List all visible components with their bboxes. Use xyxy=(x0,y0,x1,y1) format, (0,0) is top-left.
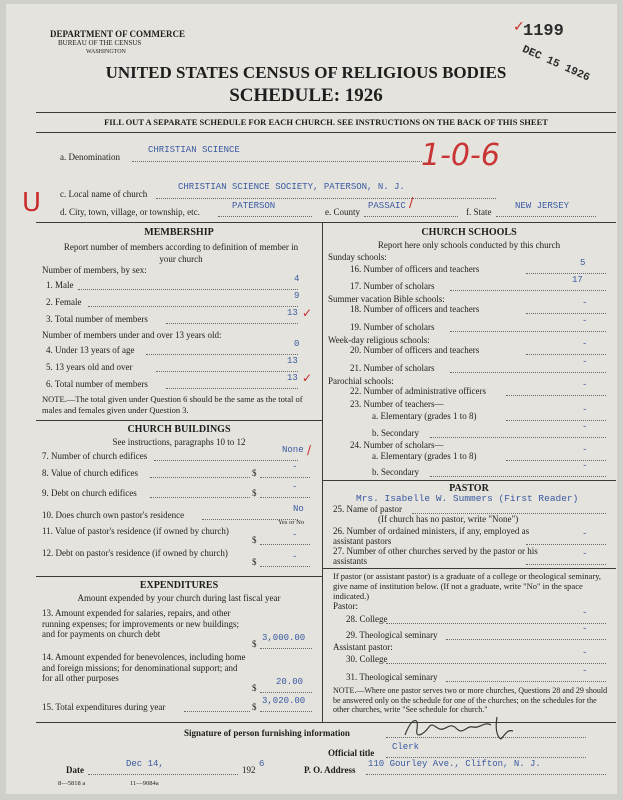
age-intro: Number of members under and over 13 years old: xyxy=(42,330,222,340)
q23a-value[interactable]: - xyxy=(582,405,588,415)
red-tick: / xyxy=(409,196,414,211)
dollar-sign: $ xyxy=(252,557,257,567)
state-label: f. State xyxy=(466,207,492,217)
fill-line xyxy=(132,161,422,162)
dollar-sign: $ xyxy=(252,535,257,545)
fill-line xyxy=(156,198,496,199)
q31-value[interactable]: - xyxy=(582,666,588,676)
q26-label: 26. Number of ordained ministers, if any, employed as assistant pastors xyxy=(333,526,530,546)
q10-hint: Yes or No xyxy=(278,519,305,526)
q7-value[interactable]: None xyxy=(282,445,304,455)
form-number: 8—5818 a xyxy=(58,780,86,787)
q2-label: 2. Female xyxy=(46,297,82,307)
q25-hint: (If church has no pastor, write "None") xyxy=(378,514,519,524)
schools-intro: Report here only schools conducted by this church xyxy=(377,240,561,250)
q27-label: 27. Number of other churches served by the pastor or his assistants xyxy=(333,546,538,566)
membership-intro: Report number of members according to definition of member in your church xyxy=(63,242,299,264)
official-title-label: Official title xyxy=(328,748,375,758)
q12-value[interactable]: - xyxy=(292,552,298,562)
q11-value[interactable]: - xyxy=(292,530,298,540)
local-name-label: c. Local name of church xyxy=(60,189,148,199)
received-date-stamp: DEC 15 1926 xyxy=(520,44,592,85)
fill-line xyxy=(386,623,606,624)
fill-line xyxy=(150,497,250,498)
form-title: UNITED STATES CENSUS OF RELIGIOUS BODIES xyxy=(105,63,507,82)
rule xyxy=(36,132,616,133)
fill-line xyxy=(146,354,298,355)
rule xyxy=(36,222,616,223)
q24a-value[interactable]: - xyxy=(582,445,588,455)
q15-value[interactable]: 3,020.00 xyxy=(262,696,306,706)
summer-label: Summer vacation Bible schools: xyxy=(328,294,445,304)
q24-label: 24. Number of scholars— xyxy=(350,440,444,450)
rule xyxy=(36,420,322,421)
fill-line xyxy=(506,420,606,421)
buildings-heading: CHURCH BUILDINGS xyxy=(127,424,231,435)
q1-label: 1. Male xyxy=(46,280,74,290)
q1-value[interactable]: 4 xyxy=(294,274,300,284)
q23b-label: b. Secondary xyxy=(372,428,419,438)
fill-line xyxy=(446,681,606,682)
q2-value[interactable]: 9 xyxy=(294,291,300,301)
q18-value[interactable]: - xyxy=(582,298,588,308)
denomination-value[interactable]: CHRISTIAN SCIENCE xyxy=(148,145,240,155)
fill-line xyxy=(526,354,606,355)
rule xyxy=(322,480,616,481)
fill-line xyxy=(386,663,606,664)
q20-label: 20. Number of officers and teachers xyxy=(350,345,480,355)
denomination-label: a. Denomination xyxy=(60,152,120,162)
q3-label: 3. Total number of members xyxy=(46,314,148,324)
rule xyxy=(36,576,322,577)
fill-line xyxy=(260,566,310,567)
fill-line xyxy=(506,460,606,461)
q26-value[interactable]: - xyxy=(582,529,588,539)
q13-value[interactable]: 3,000.00 xyxy=(262,633,306,643)
q24a-label: a. Elementary (grades 1 to 8) xyxy=(372,451,477,461)
q8-value[interactable]: - xyxy=(292,462,298,472)
fill-line xyxy=(386,757,586,758)
fill-line xyxy=(166,323,298,324)
department-name: DEPARTMENT OF COMMERCE xyxy=(50,29,186,39)
fill-line xyxy=(88,774,238,775)
local-name-value[interactable]: CHRISTIAN SCIENCE SOCIETY, PATERSON, N. J. xyxy=(178,182,405,192)
fill-line xyxy=(526,313,606,314)
q5-label: 5. 13 years old and over xyxy=(46,362,133,372)
fill-line xyxy=(430,476,606,477)
q19-value[interactable]: - xyxy=(582,316,588,326)
fill-line xyxy=(526,564,606,565)
q3-value[interactable]: 13 xyxy=(287,308,298,318)
signature-image xyxy=(401,709,521,743)
q21-value[interactable]: - xyxy=(582,357,588,367)
bureau-name: BUREAU OF THE CENSUS xyxy=(58,39,142,47)
rule xyxy=(36,112,616,113)
q23-label: 23. Number of teachers— xyxy=(350,399,444,409)
q17-value[interactable]: 17 xyxy=(572,275,583,285)
schools-heading: CHURCH SCHOOLS xyxy=(421,227,517,238)
fill-line xyxy=(156,371,298,372)
margin-mark: U xyxy=(22,188,42,218)
pastor-heading: PASTOR xyxy=(449,483,489,494)
membership-heading: MEMBERSHIP xyxy=(144,227,214,238)
fill-line xyxy=(260,711,312,712)
q28-label: 28. College xyxy=(346,614,388,624)
signature-label: Signature of person furnishing information xyxy=(184,728,350,738)
q9-value[interactable]: - xyxy=(292,482,298,492)
q10-value[interactable]: No xyxy=(293,504,304,514)
red-tick: ✓ xyxy=(302,371,313,385)
fill-line xyxy=(218,216,312,217)
q17-label: 17. Number of scholars xyxy=(350,281,435,291)
red-tick: ✓ xyxy=(302,306,313,320)
q29-label: 29. Theological seminary xyxy=(346,630,438,640)
q16-value[interactable]: 5 xyxy=(580,258,586,268)
year-prefix: 192 xyxy=(242,765,256,775)
fill-line xyxy=(364,216,458,217)
q27-value[interactable]: - xyxy=(582,549,588,559)
print-number: 11—9084a xyxy=(130,780,159,787)
dollar-sign: $ xyxy=(252,702,257,712)
fill-line xyxy=(260,477,310,478)
q14-value[interactable]: 20.00 xyxy=(276,677,304,687)
by-sex-label: Number of members, by sex: xyxy=(42,265,147,275)
rule xyxy=(36,722,616,723)
county-value[interactable]: PASSAIC xyxy=(368,201,406,211)
column-divider xyxy=(322,222,323,722)
q30-value[interactable]: - xyxy=(582,648,588,658)
city-value[interactable]: PATERSON xyxy=(232,201,276,211)
fill-line xyxy=(366,774,606,775)
q13-label: 13. Amount expended for salaries, repairs, and other running expenses; for improvements or new buildings; and for payments on church debt xyxy=(42,608,239,639)
sunday-label: Sunday schools: xyxy=(328,252,387,262)
fill-line xyxy=(450,331,606,332)
year-digit[interactable]: 6 xyxy=(259,759,265,769)
q20-value[interactable]: - xyxy=(582,339,588,349)
pastor-note: NOTE.—Where one pastor serves two or more churches, Questions 28 and 29 should be answered only on the schedule for one of the churches; on the schedules for the other churches, write "See schedule for church." xyxy=(333,686,608,714)
q29-value[interactable]: - xyxy=(582,624,588,634)
q14-label: 14. Amount expended for benevolences, including home and foreign missions; for denominational support; and for all other purposes xyxy=(42,652,246,683)
q18-label: 18. Number of officers and teachers xyxy=(350,304,480,314)
city-label: d. City, town, village, or township, etc. xyxy=(60,207,200,217)
fill-line xyxy=(260,497,310,498)
po-address-label: P. O. Address xyxy=(304,765,356,775)
q9-label: 9. Debt on church edifices xyxy=(42,488,137,498)
q15-label: 15. Total expenditures during year xyxy=(42,702,166,712)
form-subtitle: SCHEDULE: 1926 xyxy=(229,85,383,106)
state-value[interactable]: NEW JERSEY xyxy=(515,201,570,211)
fill-line xyxy=(150,477,250,478)
q10-label: 10. Does church own pastor's residence xyxy=(42,510,185,520)
dollar-sign: $ xyxy=(252,468,257,478)
expenditures-intro: Amount expended by your church during last fiscal year xyxy=(77,593,281,603)
q30-label: 30. College xyxy=(346,654,388,664)
fill-line xyxy=(260,544,310,545)
fill-line xyxy=(430,437,606,438)
dollar-sign: $ xyxy=(252,488,257,498)
q24b-label: b. Secondary xyxy=(372,467,419,477)
q8-label: 8. Value of church edifices xyxy=(42,468,139,478)
red-check-mark: ✓ xyxy=(513,19,525,35)
q19-label: 19. Number of scholars xyxy=(350,322,435,332)
college-intro: If pastor (or assistant pastor) is a graduate of a college or theological seminary, give name of institution below. (If not a graduate, write "No" in the space indicated.) xyxy=(333,571,602,601)
date-value[interactable]: Dec 14, xyxy=(126,759,164,769)
q7-label: 7. Number of church edifices xyxy=(42,451,148,461)
q4-value[interactable]: 0 xyxy=(294,339,300,349)
q12-label: 12. Debt on pastor's residence (if owned by church) xyxy=(42,548,228,558)
handwritten-code: 1-0-6 xyxy=(421,138,500,173)
fill-line xyxy=(450,290,606,291)
fill-line xyxy=(526,544,606,545)
q6-label: 6. Total number of members xyxy=(46,379,148,389)
pastor-sub: Pastor: xyxy=(333,601,359,611)
q25-label: 25. Name of pastor xyxy=(333,504,402,514)
q22-label: 22. Number of administrative officers xyxy=(350,386,487,396)
fill-line xyxy=(450,372,606,373)
q31-label: 31. Theological seminary xyxy=(346,672,438,682)
fill-line xyxy=(154,460,298,461)
q22-value[interactable]: - xyxy=(582,380,588,390)
q28-value[interactable]: - xyxy=(582,608,588,618)
fill-line xyxy=(78,289,298,290)
official-title-value[interactable]: Clerk xyxy=(392,742,420,752)
fill-line xyxy=(446,639,606,640)
fill-line xyxy=(506,395,606,396)
red-tick: / xyxy=(307,443,312,457)
dollar-sign: $ xyxy=(252,639,257,649)
q5-value[interactable]: 13 xyxy=(287,356,298,366)
fill-out-instruction: FILL OUT A SEPARATE SCHEDULE FOR EACH CHURCH. SEE INSTRUCTIONS ON THE BACK OF THIS SHEET xyxy=(104,117,548,127)
dollar-sign: $ xyxy=(252,683,257,693)
q23b-value[interactable]: - xyxy=(582,422,588,432)
q23a-label: a. Elementary (grades 1 to 8) xyxy=(372,411,477,421)
weekday-label: Week-day religious schools: xyxy=(328,335,430,345)
fill-line xyxy=(260,692,312,693)
fill-line xyxy=(88,306,298,307)
rule xyxy=(322,568,616,569)
census-schedule-sheet xyxy=(6,4,617,794)
q21-label: 21. Number of scholars xyxy=(350,363,435,373)
q24b-value[interactable]: - xyxy=(582,461,588,471)
city-name: WASHINGTON xyxy=(86,49,126,55)
pastor-name-value[interactable]: Mrs. Isabelle W. Summers (First Reader) xyxy=(356,493,579,504)
q16-label: 16. Number of officers and teachers xyxy=(350,264,480,274)
expenditures-heading: EXPENDITURES xyxy=(139,580,219,591)
buildings-instr: See instructions, paragraphs 10 to 12 xyxy=(112,437,246,447)
schedule-number: 1199 xyxy=(523,22,564,41)
fill-line xyxy=(184,711,250,712)
po-address-value[interactable]: 110 Gourley Ave., Clifton, N. J. xyxy=(368,759,541,769)
date-label: Date xyxy=(66,765,84,775)
fill-line xyxy=(260,648,312,649)
fill-line xyxy=(526,273,606,274)
q11-label: 11. Value of pastor's residence (if owned by church) xyxy=(42,526,229,536)
asst-sub: Assistant pastor: xyxy=(333,642,393,652)
q6-value[interactable]: 13 xyxy=(287,373,298,383)
county-label: e. County xyxy=(325,207,360,217)
membership-note: NOTE.—The total given under Question 6 should be the same as the total of males and females given under Question 3. xyxy=(42,394,303,415)
q4-label: 4. Under 13 years of age xyxy=(46,345,135,355)
parochial-label: Parochial schools: xyxy=(328,376,394,386)
fill-line xyxy=(166,388,298,389)
fill-line xyxy=(496,216,596,217)
